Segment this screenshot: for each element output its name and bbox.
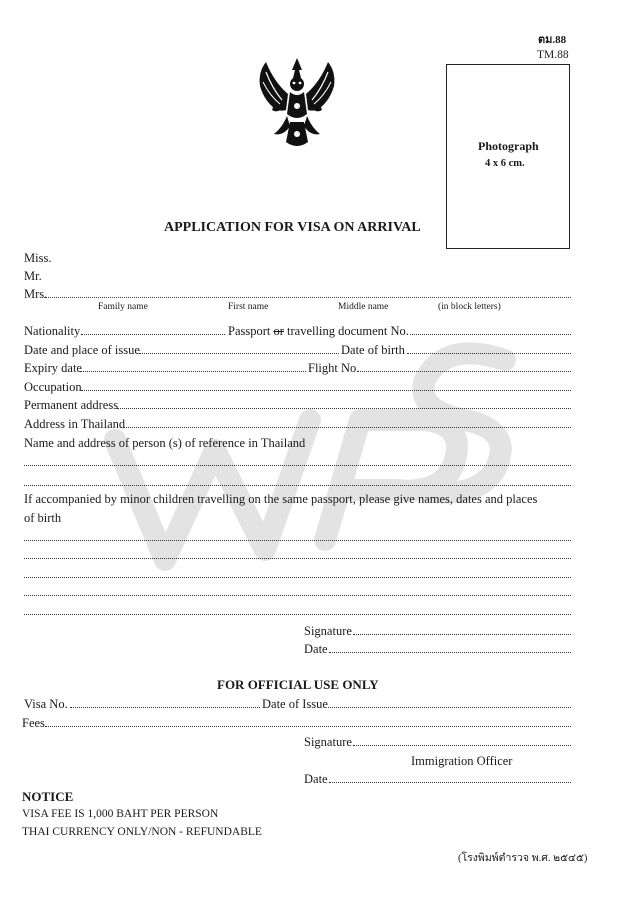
caption-block-letters: (in block letters) bbox=[438, 302, 501, 312]
label-flight-no: Flight No. bbox=[308, 361, 360, 375]
photo-size: 4 x 6 cm. bbox=[485, 158, 525, 169]
official-heading: FOR OFFICIAL USE ONLY bbox=[217, 677, 379, 692]
label-officer-date: Date bbox=[304, 772, 328, 786]
children-field-line-4[interactable] bbox=[24, 595, 571, 596]
printer-note: (โรงพิมพ์ตำรวจ พ.ศ. ๒๕๔๕) bbox=[458, 853, 588, 864]
label-fees: Fees bbox=[22, 716, 45, 730]
title-miss: Miss. bbox=[24, 251, 52, 265]
expiry-date-field[interactable] bbox=[80, 371, 306, 372]
children-field-line-3[interactable] bbox=[24, 577, 571, 578]
caption-family-name: Family name bbox=[98, 302, 148, 312]
date-of-birth-field[interactable] bbox=[407, 353, 571, 354]
label-applicant-signature: Signature bbox=[304, 624, 352, 638]
caption-first-name: First name bbox=[228, 302, 269, 312]
children-note-line-2: of birth bbox=[24, 511, 62, 525]
notice-line-2: THAI CURRENCY ONLY/NON - REFUNDABLE bbox=[22, 826, 262, 838]
occupation-field[interactable] bbox=[81, 390, 571, 391]
children-field-line-1[interactable] bbox=[24, 540, 571, 541]
children-field-line-2[interactable] bbox=[24, 558, 571, 559]
form-code: TM.88 bbox=[537, 49, 569, 61]
label-immigration-officer: Immigration Officer bbox=[411, 754, 513, 768]
name-field[interactable] bbox=[44, 297, 571, 298]
label-date-place-issue: Date and place of issue bbox=[24, 343, 140, 357]
flight-no-field[interactable] bbox=[358, 371, 571, 372]
fees-field[interactable] bbox=[45, 726, 571, 727]
label-nationality: Nationality bbox=[24, 324, 81, 338]
label-expiry-date: Expiry date bbox=[24, 361, 82, 375]
date-place-issue-field[interactable] bbox=[139, 353, 339, 354]
label-occupation: Occupation bbox=[24, 380, 82, 394]
officer-signature-field[interactable] bbox=[353, 745, 571, 746]
label-reference-person: Name and address of person (s) of reference in Thailand bbox=[24, 436, 306, 450]
form-code-thai: ตม.88 bbox=[538, 34, 567, 46]
label-date-of-birth: Date of birth bbox=[341, 343, 405, 357]
caption-middle-name: Middle name bbox=[338, 302, 389, 312]
children-field-line-5[interactable] bbox=[24, 614, 571, 615]
wps-watermark-icon bbox=[95, 300, 525, 600]
children-note-line-1: If accompanied by minor children travelling on the same passport, please give names, dates and places bbox=[24, 492, 538, 506]
notice-line-1: VISA FEE IS 1,000 BAHT PER PERSON bbox=[22, 808, 219, 820]
applicant-signature-field[interactable] bbox=[353, 634, 571, 635]
label-officer-signature: Signature bbox=[304, 735, 352, 749]
officer-date-field[interactable] bbox=[329, 782, 571, 783]
address-thailand-field[interactable] bbox=[124, 427, 571, 428]
applicant-date-field[interactable] bbox=[329, 652, 571, 653]
reference-field-line-2[interactable] bbox=[24, 485, 571, 486]
label-visa-no: Visa No. bbox=[24, 697, 68, 711]
label-permanent-address: Permanent address bbox=[24, 398, 119, 412]
passport-field[interactable] bbox=[410, 334, 571, 335]
reference-field-line-1[interactable] bbox=[24, 465, 571, 466]
label-address-thailand: Address in Thailand bbox=[24, 417, 126, 431]
photo-label: Photograph bbox=[478, 139, 539, 153]
notice-heading: NOTICE bbox=[22, 789, 74, 804]
label-passport: Passport or travelling document No. bbox=[228, 324, 409, 338]
visa-no-field[interactable] bbox=[70, 707, 260, 708]
title-mrs: Mrs. bbox=[24, 287, 48, 301]
title-mr: Mr. bbox=[24, 269, 42, 283]
label-applicant-date: Date bbox=[304, 642, 328, 656]
label-date-of-issue: Date of Issue bbox=[262, 697, 328, 711]
garuda-emblem-icon bbox=[252, 52, 342, 152]
form-title: APPLICATION FOR VISA ON ARRIVAL bbox=[164, 220, 421, 235]
permanent-address-field[interactable] bbox=[117, 408, 571, 409]
date-of-issue-field[interactable] bbox=[328, 707, 571, 708]
nationality-field[interactable] bbox=[81, 334, 225, 335]
